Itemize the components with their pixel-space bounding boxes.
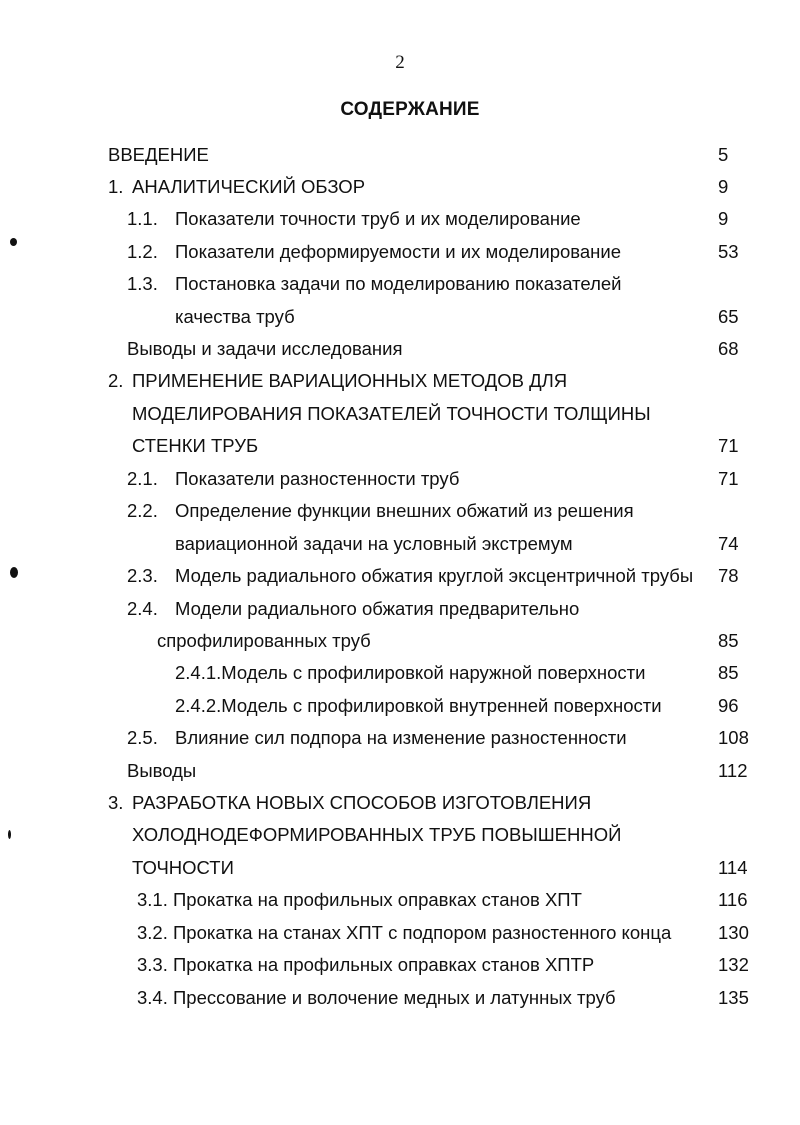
toc-entry-text: Влияние сил подпора на изменение разностенности: [175, 727, 627, 748]
toc-entry-page: 114: [718, 857, 748, 878]
toc-entry-text: Выводы и задачи исследования: [127, 338, 403, 359]
toc-entry-page: 85: [718, 662, 739, 683]
toc-entry-number: 2.: [108, 370, 124, 391]
toc-entry-page: 9: [718, 176, 729, 197]
toc-entry-text: Выводы: [127, 760, 197, 781]
toc-entry-page: 71: [718, 468, 739, 489]
toc-entry-text: 3.4. Прессование и волочение медных и латунных труб: [137, 987, 616, 1008]
toc-entry-text: ВВЕДЕНИЕ: [108, 144, 209, 165]
toc-entry-text: Модели радиального обжатия предварительно: [175, 598, 580, 619]
toc-entry-page: 74: [718, 533, 739, 554]
toc-entry-page: 53: [718, 241, 739, 262]
toc-entry-page: 71: [718, 435, 739, 456]
toc-entry-text: качества труб: [175, 306, 295, 327]
page-number: 2: [395, 52, 405, 73]
toc-entry-number: 2.5.: [127, 727, 158, 748]
toc-entry-page: 116: [718, 889, 748, 910]
toc-entry-number: 2.4.: [127, 598, 158, 619]
toc-entry-text: спрофилированных труб: [157, 630, 371, 651]
toc-entry-text: СТЕНКИ ТРУБ: [132, 435, 259, 456]
toc-entry-page: 112: [718, 760, 748, 781]
toc-entry-page: 108: [718, 727, 749, 748]
toc-entry-page: 132: [718, 954, 749, 975]
toc-entry-text: вариационной задачи на условный экстремум: [175, 533, 573, 554]
toc-entry-text: 3.3. Прокатка на профильных оправках станов ХПТР: [137, 954, 595, 975]
toc-entry-page: 96: [718, 695, 739, 716]
toc-entry-text: ПРИМЕНЕНИЕ ВАРИАЦИОННЫХ МЕТОДОВ ДЛЯ: [132, 370, 568, 391]
toc-entry-page: 5: [718, 144, 729, 165]
toc-entry-number: 2.3.: [127, 565, 158, 586]
page-title: СОДЕРЖАНИЕ: [340, 99, 480, 120]
toc-entry-page: 65: [718, 306, 739, 327]
toc-entry-text: Модель радиального обжатия круглой эксцентричной трубы: [175, 565, 694, 586]
toc-entry-text: Показатели разностенности труб: [175, 468, 460, 489]
scan-speck: [10, 238, 17, 246]
toc-entry-number: 3.: [108, 792, 124, 813]
toc-entry-text: 3.2. Прокатка на станах ХПТ с подпором разностенного конца: [137, 922, 672, 943]
toc-entry-page: 130: [718, 922, 749, 943]
toc-entry-number: 1.3.: [127, 273, 158, 294]
toc-entry-text: Показатели точности труб и их моделирование: [175, 208, 581, 229]
toc-entry-number: 1.2.: [127, 241, 158, 262]
toc-entry-number: 1.1.: [127, 208, 158, 229]
toc-entry-text: 2.4.1.Модель с профилировкой наружной поверхности: [175, 662, 646, 683]
toc-entry-text: Показатели деформируемости и их моделирование: [175, 241, 622, 262]
toc-entry-page: 9: [718, 208, 729, 229]
toc-entry-text: 2.4.2.Модель с профилировкой внутренней поверхности: [175, 695, 662, 716]
toc-entry-page: 68: [718, 338, 739, 359]
toc-entry-text: Определение функции внешних обжатий из решения: [175, 500, 634, 521]
toc-entry-text: 3.1. Прокатка на профильных оправках станов ХПТ: [137, 889, 582, 910]
scan-speck: [10, 567, 18, 578]
toc-entry-text: Постановка задачи по моделированию показателей: [175, 273, 622, 294]
toc-entry-number: 1.: [108, 176, 124, 197]
toc-entry-text: ТОЧНОСТИ: [132, 857, 234, 878]
toc-entry-text: ХОЛОДНОДЕФОРМИРОВАННЫХ ТРУБ ПОВЫШЕННОЙ: [132, 824, 622, 845]
toc-entry-number: 2.2.: [127, 500, 158, 521]
toc-entry-page: 135: [718, 987, 749, 1008]
toc-entry-text: АНАЛИТИЧЕСКИЙ ОБЗОР: [132, 176, 366, 197]
scan-speck: [8, 830, 11, 839]
toc-entry-text: МОДЕЛИРОВАНИЯ ПОКАЗАТЕЛЕЙ ТОЧНОСТИ ТОЛЩИНЫ: [132, 403, 651, 424]
toc-entry-page: 85: [718, 630, 739, 651]
toc-entry-text: РАЗРАБОТКА НОВЫХ СПОСОБОВ ИЗГОТОВЛЕНИЯ: [132, 792, 592, 813]
toc-entry-number: 2.1.: [127, 468, 158, 489]
toc-entry-page: 78: [718, 565, 739, 586]
